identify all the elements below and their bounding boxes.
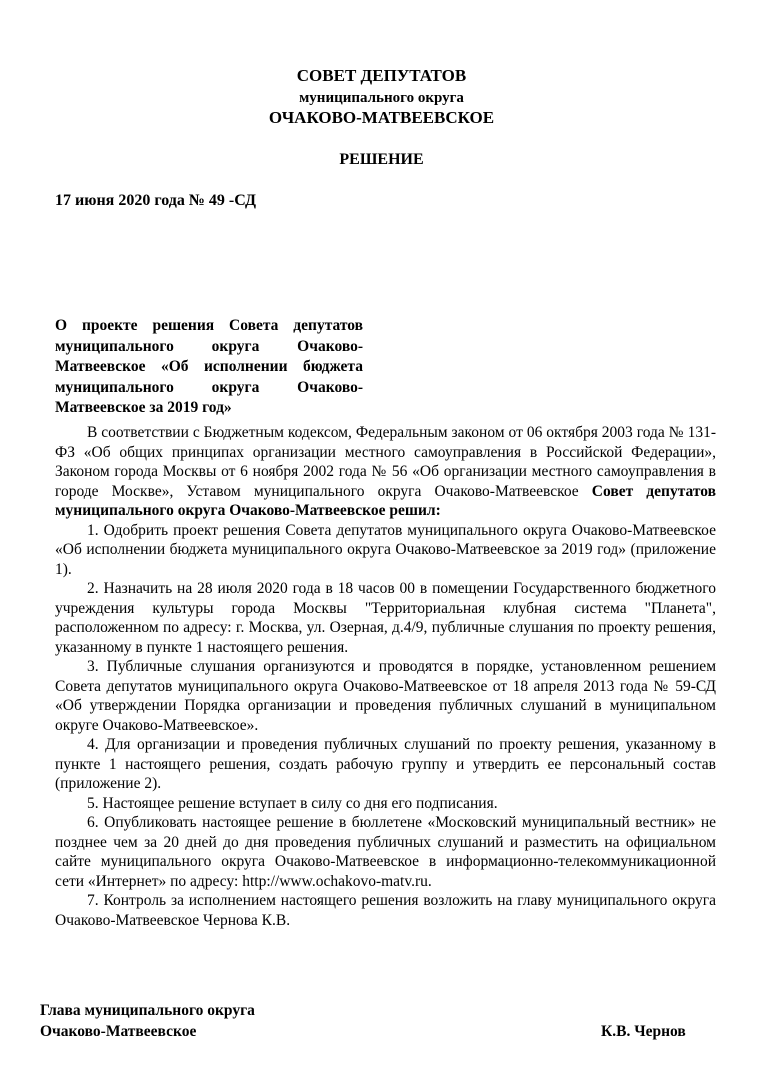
decision-item-2: 2. Назначить на 28 июля 2020 года в 18 часов 00 в помещении Государственного бюджетного учреждения культуры города Москвы "Территориальная клубная система "Планета", расположенном по адресу: г. Москва, ул. Озерная, д.4/9, публичные слушания по проекту решения, указанному в пункте 1 настоящего решения. xyxy=(55,580,716,656)
signature-title xyxy=(40,1000,255,1042)
signature-title-line-1: Глава муниципального округа xyxy=(40,1002,255,1019)
decision-item-5: 5. Настоящее решение вступает в силу со дня его подписания. xyxy=(87,794,498,812)
preamble-text: В соответствии с Бюджетным кодексом, Федеральным законом от 06 октября 2003 года № 131-ФЗ «Об общих принципах организации местного самоуправления в Российской Федерации», Законом города Москвы от 6 ноября 2002 года № 56 «Об организации местного самоуправления в городе Москве», Уставом муниципального округа Очаково-Матвеевское xyxy=(55,424,716,500)
decision-item-6: 6. Опубликовать настоящее решение в бюллетене «Московский муниципальный вестник» не позднее чем за 20 дней до дня проведения публичных слушаний и разместить на официальном сайте муниципального округа Очаково-Матвеевское в информационно-телекоммуникационной сети «Интернет» по адресу: http://www.ochakovo-matv.ru. xyxy=(55,814,716,890)
decision-item-3: 3. Публичные слушания организуются и проводятся в порядке, установленном решением Совета депутатов муниципального округа Очаково-Матвеевское от 18 апреля 2013 года № 59-СД «Об утверждении Порядка организации и проведения публичных слушаний в муниципальном округе Очаково-Матвеевское». xyxy=(55,658,716,734)
preamble-paragraph xyxy=(55,423,716,521)
decision-heading: РЕШЕНИЕ xyxy=(339,151,424,168)
decision-subject: О проекте решения Совета депутатов муниципального округа Очаково-Матвеевское «Об исполнении бюджета муниципального округа Очаково-Матвеевское за 2019 год» xyxy=(55,317,363,416)
district-heading: ОЧАКОВО-МАТВЕЕВСКОЕ xyxy=(268,108,495,127)
council-heading: СОВЕТ ДЕПУТАТОВ xyxy=(296,66,467,85)
decision-body xyxy=(55,423,716,930)
signature-title-line-2: Очаково-Матвеевское xyxy=(40,1023,197,1040)
decision-date-number: 17 июня 2020 года № 49 -СД xyxy=(55,192,256,209)
municipal-heading: муниципального округа xyxy=(299,90,464,106)
decision-item-4: 4. Для организации и проведения публичных слушаний по проекту решения, указанному в пункте 1 настоящего решения, создать рабочую группу и утвердить ее персональный состав (приложение 2). xyxy=(55,736,716,792)
decision-item-1: 1. Одобрить проект решения Совета депутатов муниципального округа Очаково-Матвеевское «Об исполнении бюджета муниципального округа Очаково-Матвеевское за 2019 год» (приложение 1). xyxy=(55,521,716,578)
decision-item-7: 7. Контроль за исполнением настоящего решения возложить на главу муниципального округа Очаково-Матвеевское Чернова К.В. xyxy=(55,892,716,929)
signatory-name: К.В. Чернов xyxy=(601,1023,686,1040)
preamble-resolution: Совет депутатов муниципального округа Очаково-Матвеевское решил: xyxy=(55,482,716,519)
